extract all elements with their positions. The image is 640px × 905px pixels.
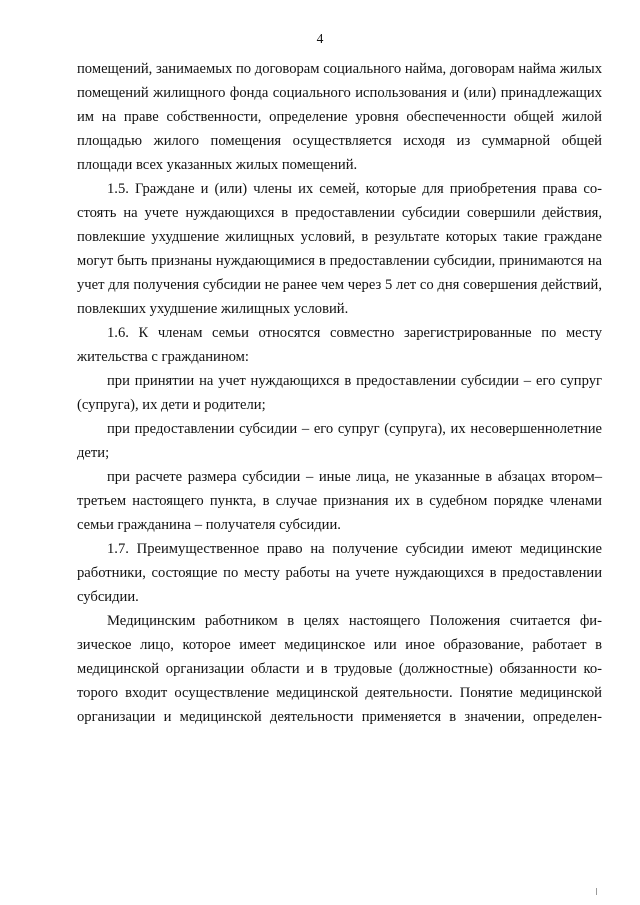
paragraph-1-6-clause-provision: при предоставлении субсидии – его супруг (супруга), их несовершеннолетние дети; xyxy=(77,421,602,461)
scan-mark xyxy=(596,888,597,895)
paragraph-1-6-clause-calculation: при расчете размера субсидии – иные лица, не указанные в абзацах втором– третьем настоящего пункта, в случае признания их в судебном порядке членами семьи гражданина – получателя субсидии. xyxy=(77,469,602,533)
page-number: 4 xyxy=(316,31,324,46)
paragraph-1-6-clause-registration: при принятии на учет нуждающихся в предоставлении субсидии – его супруг (супруга), их дети и родители; xyxy=(77,373,602,413)
paragraph-1-6: 1.6. К членам семьи относятся совместно зарегистрированные по месту жительства с гражданином: xyxy=(77,325,602,365)
paragraph-1-7: 1.7. Преимущественное право на получение субсидии имеют медицинские работники, состоящие по месту работы на учете нуждающихся в предоставлении субсидии. xyxy=(77,541,602,605)
paragraph-medical-worker-definition: Медицинским работником в целях настоящего Положения считается физическое лицо, которое имеет медицинское или иное образование, работает в медицинской организации области и в трудовые (должностные) обязанности которого входит осуществление медицинской деятельности. Понятие медицинской организации и медицинской деятельности применяется в значении, определен- xyxy=(77,613,602,725)
paragraph-1-5: 1.5. Граждане и (или) члены их семей, которые для приобретения права состоять на учете нуждающихся в предоставлении субсидии совершили действия, повлекшие ухудшение жилищных условий, в результате которых такие граждане могут быть признаны нуждающимися в предоставлении субсидии, принимаются на учет для получения субсидии не ранее чем через 5 лет со дня совершения действий, повлекших ухудшение жилищных условий. xyxy=(77,181,602,317)
body-text xyxy=(77,57,602,729)
paragraph-continuation: помещений, занимаемых по договорам социального найма, договорам найма жилых помещений жилищного фонда социального использования и (или) принадлежащих им на праве собственности, определение уровня обеспеченности общей жилой площадью жилого помещения осуществляется исходя из суммарной общей площади всех указанных жилых помещений. xyxy=(77,61,602,173)
